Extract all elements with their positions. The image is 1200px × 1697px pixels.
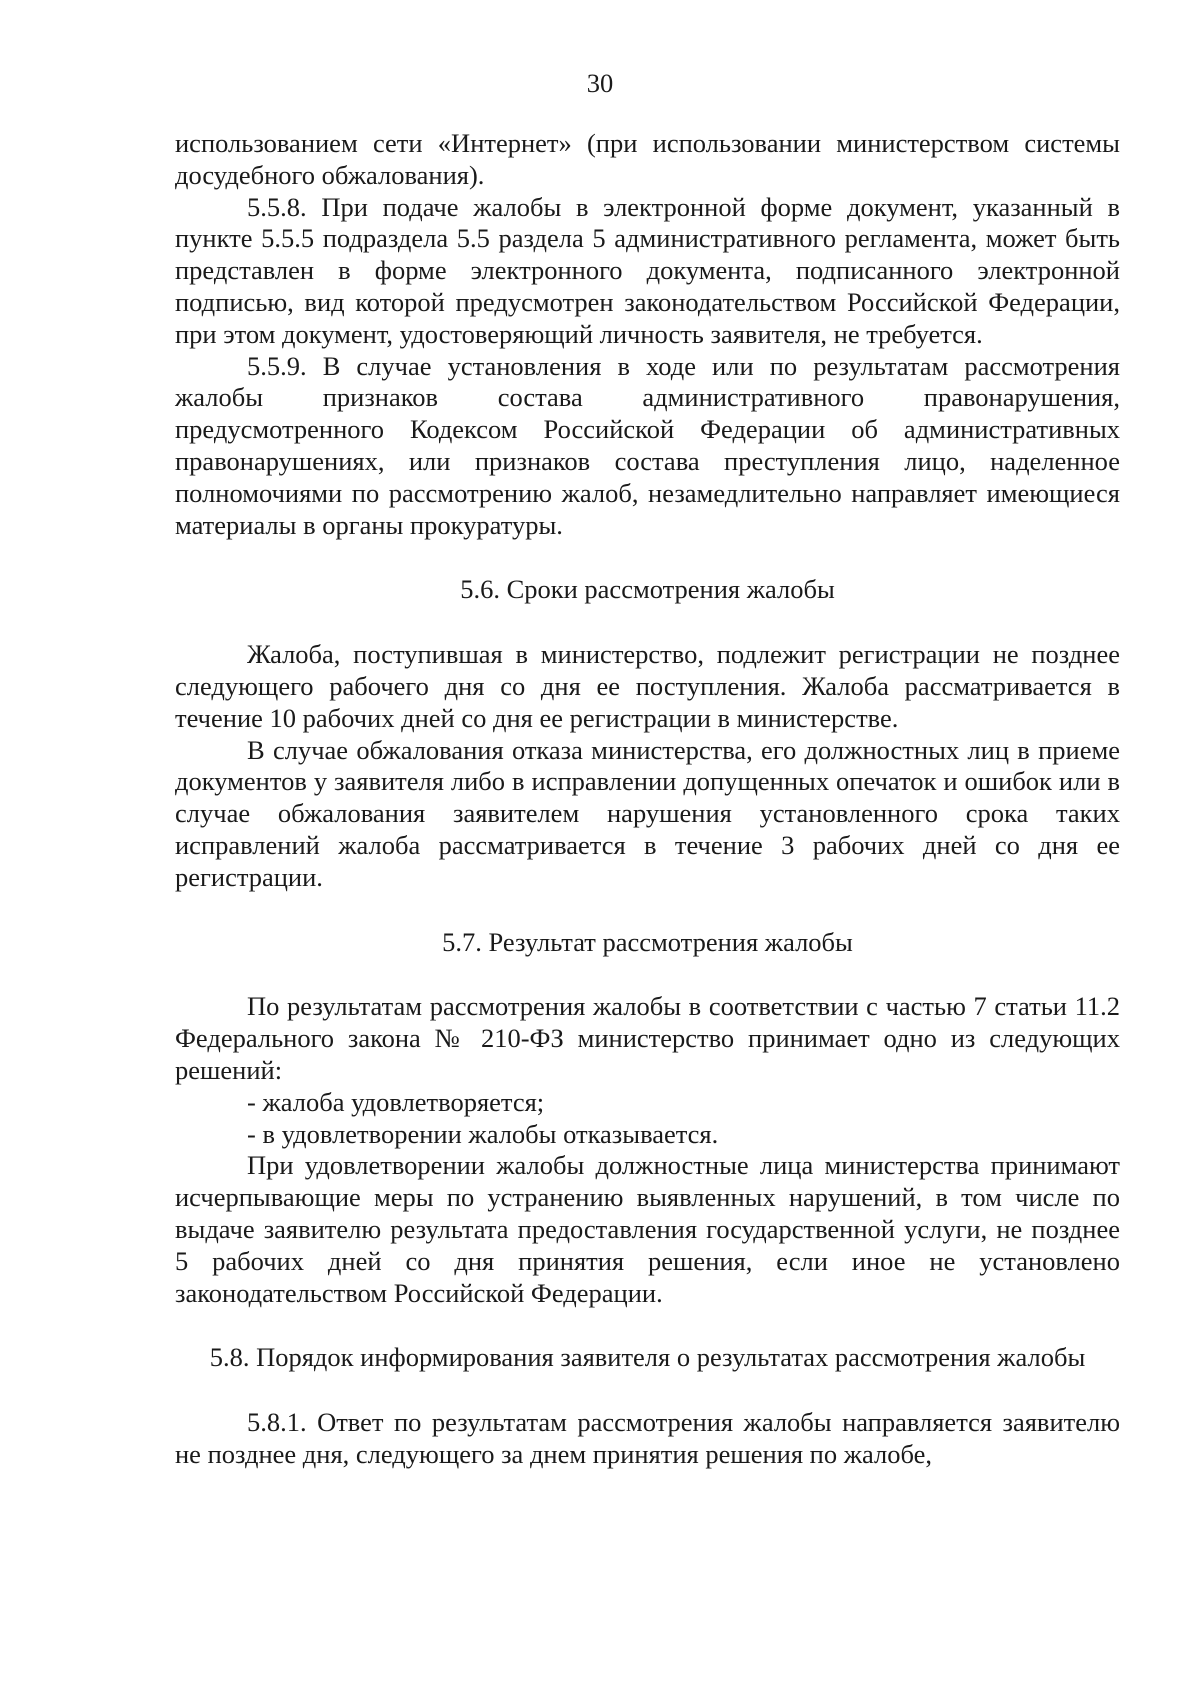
paragraph-5-5-8: 5.5.8. При подаче жалобы в электронной форме документ, указанный в пункте 5.5.5 подраздела 5.5 раздела 5 административного регламента, может быть представлен в форме электронного документа, подписанного электронной подписью, вид которой предусмотрен законодательством Российской Федерации, при этом документ, удостоверяющий личность заявителя, не требуется. [175, 191, 1120, 349]
document-body [175, 128, 1120, 1471]
section-heading-5-8: 5.8. Порядок информирования заявителя о результатах рассмотрения жалобы [209, 1342, 1086, 1373]
paragraph-5-6-registration: Жалоба, поступившая в министерство, подлежит регистрации не позднее следующего рабочего дня со дня ее поступления. Жалоба рассматривается в течение 10 рабочих дней со дня ее регистрации в министерстве. [175, 639, 1120, 733]
page-number: 30 [586, 68, 614, 98]
paragraph-5-6-refusal-appeal: В случае обжалования отказа министерства, его должностных лиц в приеме документов у заявителя либо в исправлении допущенных опечаток и ошибок или в случае обжалования заявителем нарушения установленного срока таких исправлений жалоба рассматривается в течение 3 рабочих дней со дня ее регистрации. [175, 734, 1120, 892]
section-heading-5-6: 5.6. Сроки рассмотрения жалобы [460, 574, 835, 605]
paragraph-continuation: использованием сети «Интернет» (при использовании министерством системы досудебного обжалования). [175, 128, 1120, 190]
list-item-complaint-refused: - в удовлетворении жалобы отказывается. [247, 1118, 719, 1149]
paragraph-5-7-closing: При удовлетворении жалобы должностные лица министерства принимают исчерпывающие меры по устранению выявленных нарушений, в том числе по выдаче заявителю результата предоставления государственной услуги, не позднее 5 рабочих дней со дня принятия решения, если иное не установлено законодательством Российской Федерации. [175, 1150, 1120, 1308]
section-heading-5-7: 5.7. Результат рассмотрения жалобы [442, 926, 853, 957]
paragraph-5-7-intro: По результатам рассмотрения жалобы в соответствии с частью 7 статьи 11.2 Федерального закона № 210-ФЗ министерство принимает одно из следующих решений: [175, 991, 1120, 1085]
list-item-complaint-satisfied: - жалоба удовлетворяется; [247, 1086, 545, 1117]
paragraph-5-5-9: 5.5.9. В случае установления в ходе или по результатам рассмотрения жалобы признаков состава административного правонарушения, предусмотренного Кодексом Российской Федерации об административных правонарушениях, или признаков состава преступления лицо, наделенное полномочиями по рассмотрению жалоб, незамедлительно направляет имеющиеся материалы в органы прокуратуры. [175, 350, 1120, 540]
paragraph-5-8-1: 5.8.1. Ответ по результатам рассмотрения жалобы направляется заявителю не позднее дня, следующего за днем принятия решения по жалобе, [175, 1407, 1120, 1469]
